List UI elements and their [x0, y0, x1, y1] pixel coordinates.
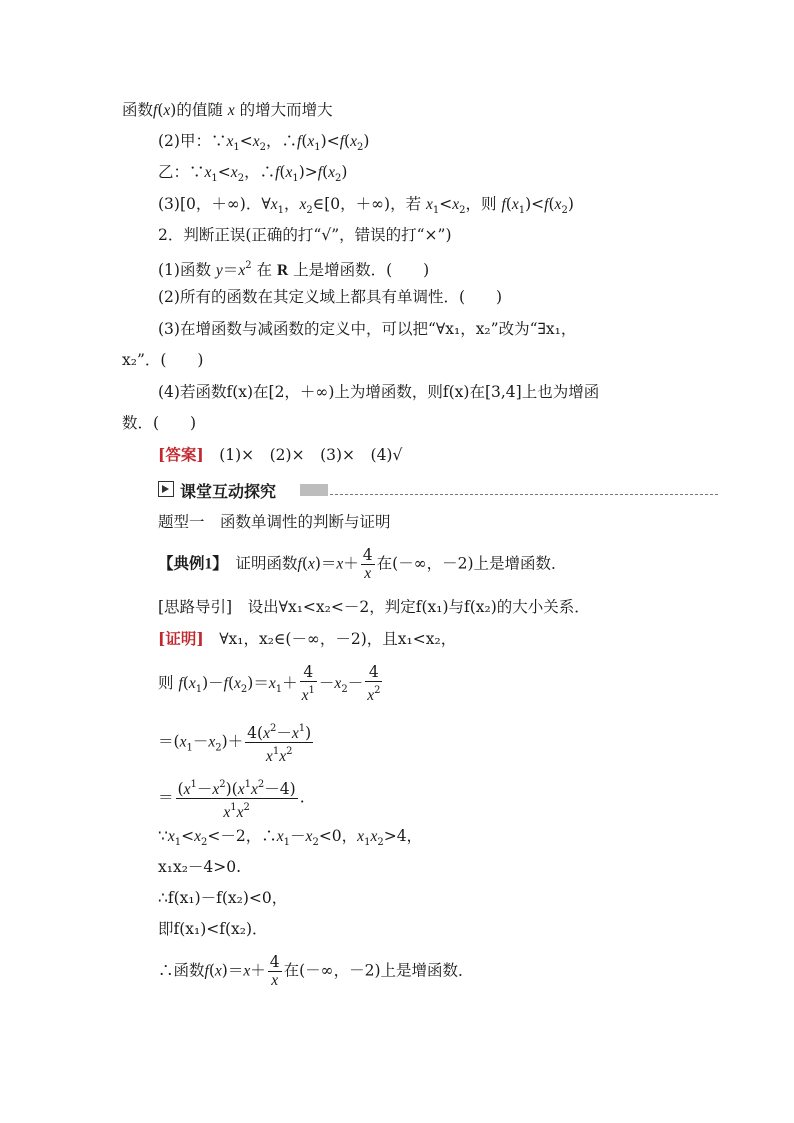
hint-text: 设出∀x₁<x₂<－2，判定f(x₁)与f(x₂)的大小关系． — [247, 598, 590, 616]
section-decoration — [300, 484, 328, 496]
answer-label: [答案] — [158, 445, 204, 464]
question-2-item-4: (4)若函数f(x)在[2，＋∞)上为增函数，则f(x)在[3,4]上也为增函 — [158, 383, 600, 401]
section-header — [158, 481, 718, 499]
proof-step-1: 则 $f(x_1)-f(x_2)=x_1+$ $\frac{4}{x^1}$ $-x_2-$ $\frac{4}{x^2}$ — [158, 663, 381, 704]
label-yi: 乙： — [158, 163, 190, 181]
question-2-item-2: (2)所有的函数在其定义域上都具有单调性．( ) — [158, 288, 503, 306]
proof-step-5: x₁x₂－4>0. — [158, 858, 242, 876]
proof-step-4: $\because x_1<x_2<-2$，$\therefore x_1-x_2<0$，$x_1x_2>4$， — [158, 827, 423, 848]
hint-label: [思路导引] — [158, 598, 233, 616]
proof-step-3: ＝ $\frac{(x^1-x^2)(x^1x^2-4)}{x^1x^2}$ . — [158, 779, 305, 821]
proof-text: ∀x₁，x₂∈(－∞，－2)，且x₁<x₂， — [219, 630, 457, 648]
question-2-item-3-cont: x₂”．( ) — [122, 351, 204, 369]
question-2-header: 2．判断正误(正确的打“√”，错误的打“×”) — [158, 226, 452, 244]
hint-line — [158, 597, 590, 617]
text-line-4: (3)[0，＋∞)．$\forall x_1$，$x_2\in[0$，＋∞)，若 $x_1<x_2$，则 $f(x_1)<f(x_2)$ — [158, 195, 574, 216]
step1-prefix: 则 — [158, 674, 174, 692]
example-label: 【典例1】 — [158, 555, 221, 573]
q2-1-prefix: (1)函数 — [158, 261, 211, 279]
example-text-b: 在(－∞，－2)上是增函数． — [376, 554, 567, 573]
proof-label: [证明] — [158, 629, 204, 648]
example-text-a: 证明函数 — [235, 554, 298, 573]
play-arrow-icon — [158, 481, 174, 497]
section-title: 课堂互动探究 — [180, 482, 277, 501]
proof-step-2: $=(x_1-x_2)+$ $\frac{4(x^2-x^1)}{x^1x^2}$ — [158, 723, 312, 765]
example-1-statement: 【典例1】 证明函数f(x)＝x＋ $\frac{4}{x}$ 在(－∞，－2)上是增函数． — [158, 546, 567, 582]
section-rule — [330, 494, 718, 495]
label-3: (3)[0，＋∞)． — [158, 195, 262, 213]
proof-step-7: 即f(x₁)<f(x₂)． — [158, 920, 268, 938]
answer-text: (1)× (2)× (3)× (4)√ — [219, 446, 403, 464]
topic-title: 题型一 函数单调性的判断与证明 — [158, 513, 391, 531]
q2-1-R: R — [276, 262, 289, 279]
question-2-item-1: (1)函数 $y=x^2$ 在 R 上是增函数．( ) — [158, 260, 430, 279]
proof-line — [158, 629, 456, 649]
question-2-item-4-cont: 数．( ) — [122, 414, 197, 432]
answer-line — [158, 445, 402, 465]
text-line-2: (2)甲：$\because x_1<x_2$，$\therefore f(x_1)<f(x_2)$ — [158, 132, 370, 153]
proof-step-6: ∴f(x₁)－f(x₂)<0， — [158, 889, 288, 907]
conclusion-a: ∴函数 — [158, 961, 205, 980]
label-jia: (2)甲： — [158, 132, 211, 150]
proof-conclusion: ∴函数f(x)＝x＋ $\frac{4}{x}$ 在(－∞，－2)上是增函数． — [158, 953, 474, 989]
q2-1-suffix: 上是增函数．( ) — [293, 261, 430, 279]
q2-1-mid: 在 — [256, 261, 273, 279]
text-line-3: 乙：$\because x_1<x_2$，$\therefore f(x_1)>f(x_2)$ — [158, 163, 348, 184]
question-2-item-3: (3)在增函数与减函数的定义中，可以把“∀x₁，x₂”改为“∃x₁， — [158, 320, 577, 338]
text-line-1: 函数f(x)的值随 x 的增大而增大 — [122, 101, 333, 119]
conclusion-b: 在(－∞，－2)上是增函数． — [283, 961, 474, 980]
